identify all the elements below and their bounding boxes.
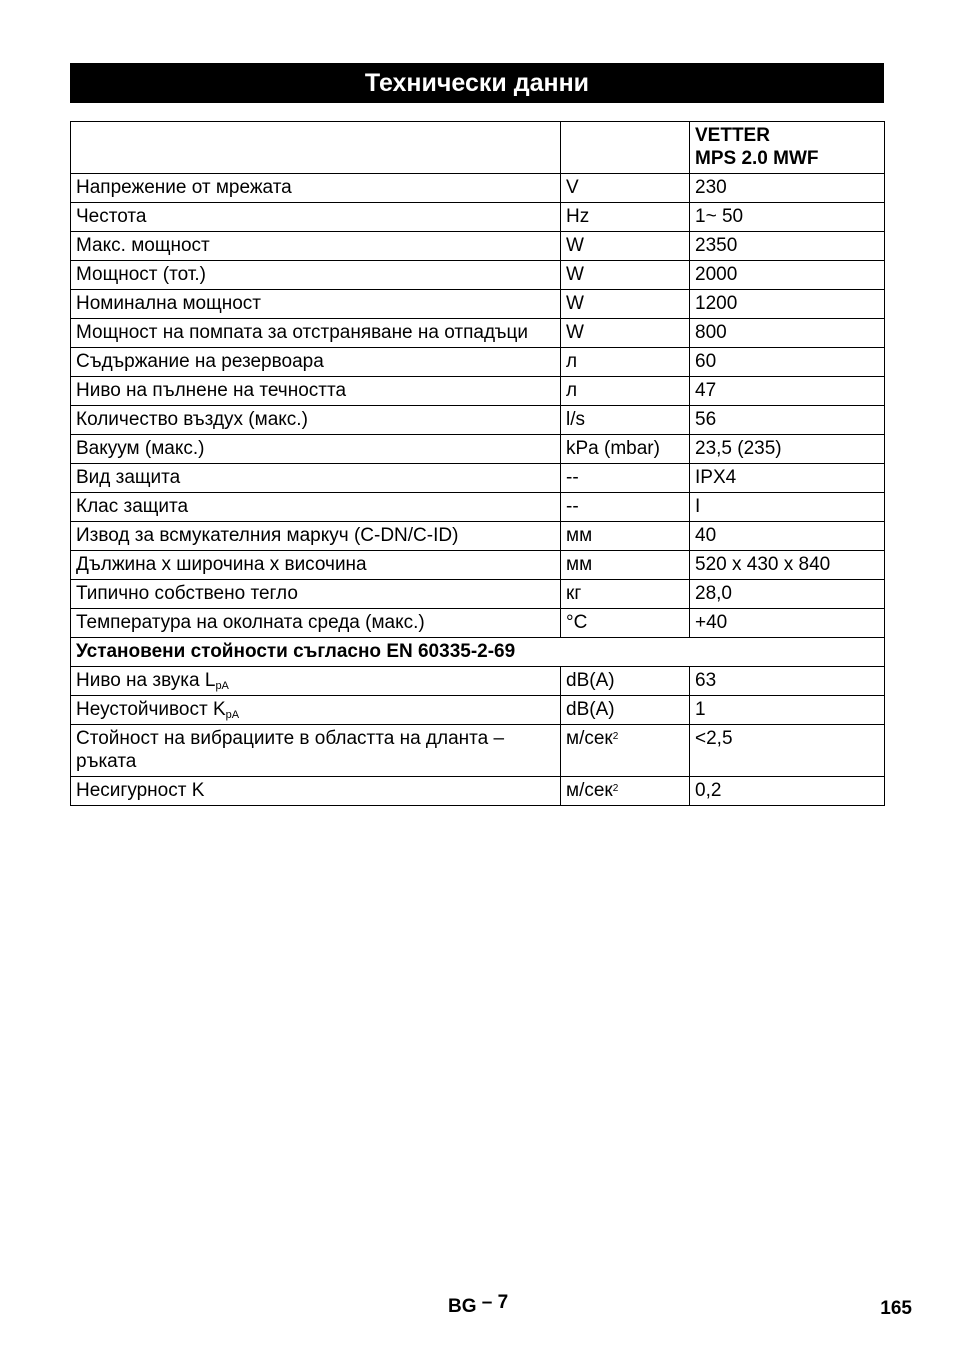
value-cell: +40 bbox=[690, 609, 885, 638]
model-name-line1: VETTER bbox=[695, 125, 770, 146]
unit-cell: л bbox=[561, 348, 690, 377]
param-subscript: pA bbox=[215, 680, 229, 692]
unit-cell: -- bbox=[561, 464, 690, 493]
table-row bbox=[71, 522, 885, 551]
table-row bbox=[71, 232, 885, 261]
value-cell: 28,0 bbox=[690, 580, 885, 609]
param-text: Несигурност K bbox=[76, 780, 205, 801]
page-title: Технически данни bbox=[70, 63, 884, 103]
param-cell: Съдържание на резервоара bbox=[71, 348, 561, 377]
table-row bbox=[71, 290, 885, 319]
param-text: Ниво на звука L bbox=[76, 670, 216, 691]
table-row bbox=[71, 777, 885, 806]
param-cell bbox=[71, 777, 561, 806]
unit-text: м/сек bbox=[566, 728, 613, 749]
unit-cell: кг bbox=[561, 580, 690, 609]
param-cell bbox=[71, 725, 561, 777]
value-cell: 23,5 (235) bbox=[690, 435, 885, 464]
value-cell: 800 bbox=[690, 319, 885, 348]
value-cell: 60 bbox=[690, 348, 885, 377]
unit-cell: l/s bbox=[561, 406, 690, 435]
table-row bbox=[71, 725, 885, 777]
unit-cell bbox=[561, 777, 690, 806]
table-row bbox=[71, 580, 885, 609]
param-text: Неустойчивост K bbox=[76, 699, 226, 720]
value-cell: 47 bbox=[690, 377, 885, 406]
table-row bbox=[71, 696, 885, 725]
unit-text: м/сек bbox=[566, 780, 613, 801]
unit-superscript: 2 bbox=[612, 783, 619, 794]
value-cell: 0,2 bbox=[690, 777, 885, 806]
value-cell: 63 bbox=[690, 667, 885, 696]
param-cell: Напрежение от мрежата bbox=[71, 174, 561, 203]
param-cell: Вид защита bbox=[71, 464, 561, 493]
value-cell: 1200 bbox=[690, 290, 885, 319]
table-row bbox=[71, 348, 885, 377]
param-cell: Ниво на пълнене на течността bbox=[71, 377, 561, 406]
table-row bbox=[71, 319, 885, 348]
unit-superscript: 2 bbox=[612, 731, 619, 742]
unit-cell: W bbox=[561, 261, 690, 290]
param-cell: Извод за всмукателния маркуч (C-DN/C-ID) bbox=[71, 522, 561, 551]
table-row bbox=[71, 377, 885, 406]
table-row bbox=[71, 464, 885, 493]
table-row bbox=[71, 667, 885, 696]
value-cell: 1 bbox=[690, 696, 885, 725]
unit-cell: мм bbox=[561, 551, 690, 580]
unit-cell: V bbox=[561, 174, 690, 203]
table-row bbox=[71, 406, 885, 435]
unit-text: dB(A) bbox=[566, 670, 615, 691]
footer-language: BG bbox=[448, 1296, 477, 1317]
param-cell: Количество въздух (макс.) bbox=[71, 406, 561, 435]
unit-cell: W bbox=[561, 232, 690, 261]
param-subscript: pA bbox=[225, 709, 240, 721]
param-cell: Типично собствено тегло bbox=[71, 580, 561, 609]
param-cell bbox=[71, 667, 561, 696]
unit-text: dB(A) bbox=[566, 699, 615, 720]
section-heading: Установени стойности съгласно EN 60335-2-69 bbox=[71, 638, 885, 667]
unit-cell: kPa (mbar) bbox=[561, 435, 690, 464]
param-cell: Клас защита bbox=[71, 493, 561, 522]
table-row bbox=[71, 174, 885, 203]
page-number: 165 bbox=[880, 1298, 912, 1319]
param-cell bbox=[71, 696, 561, 725]
table-row bbox=[71, 261, 885, 290]
model-name-line2: MPS 2.0 MWF bbox=[695, 148, 819, 169]
param-cell: Макс. мощност bbox=[71, 232, 561, 261]
table-row bbox=[71, 203, 885, 232]
footer-section-number: – 7 bbox=[481, 1292, 509, 1313]
unit-cell bbox=[561, 696, 690, 725]
param-cell: Температура на околната среда (макс.) bbox=[71, 609, 561, 638]
header-model-cell bbox=[690, 122, 885, 174]
unit-cell: °C bbox=[561, 609, 690, 638]
value-cell: 40 bbox=[690, 522, 885, 551]
param-cell: Вакуум (макс.) bbox=[71, 435, 561, 464]
table-row bbox=[71, 609, 885, 638]
param-cell: Номинална мощност bbox=[71, 290, 561, 319]
value-cell: I bbox=[690, 493, 885, 522]
section-heading-row bbox=[71, 638, 885, 667]
unit-cell: -- bbox=[561, 493, 690, 522]
unit-cell: Hz bbox=[561, 203, 690, 232]
value-cell: IPX4 bbox=[690, 464, 885, 493]
footer-page-label bbox=[448, 1292, 509, 1318]
param-cell: Честота bbox=[71, 203, 561, 232]
param-cell: Дължина x широчина x височина bbox=[71, 551, 561, 580]
unit-cell: мм bbox=[561, 522, 690, 551]
value-cell: <2,5 bbox=[690, 725, 885, 777]
param-text: Стойност на вибрациите в областта на дланта – ръката bbox=[76, 728, 505, 772]
value-cell: 2350 bbox=[690, 232, 885, 261]
value-cell: 230 bbox=[690, 174, 885, 203]
unit-cell: W bbox=[561, 319, 690, 348]
param-cell: Мощност на помпата за отстраняване на отпадъци bbox=[71, 319, 561, 348]
table-row bbox=[71, 551, 885, 580]
table-row bbox=[71, 435, 885, 464]
value-cell: 2000 bbox=[690, 261, 885, 290]
header-unit-cell bbox=[561, 122, 690, 174]
value-cell: 520 x 430 x 840 bbox=[690, 551, 885, 580]
value-cell: 1~ 50 bbox=[690, 203, 885, 232]
unit-cell bbox=[561, 725, 690, 777]
table-row bbox=[71, 493, 885, 522]
unit-cell: л bbox=[561, 377, 690, 406]
unit-cell: W bbox=[561, 290, 690, 319]
param-cell: Мощност (тот.) bbox=[71, 261, 561, 290]
table-header-row bbox=[71, 122, 885, 174]
unit-cell bbox=[561, 667, 690, 696]
header-param-cell bbox=[71, 122, 561, 174]
technical-data-table bbox=[70, 121, 885, 806]
value-cell: 56 bbox=[690, 406, 885, 435]
